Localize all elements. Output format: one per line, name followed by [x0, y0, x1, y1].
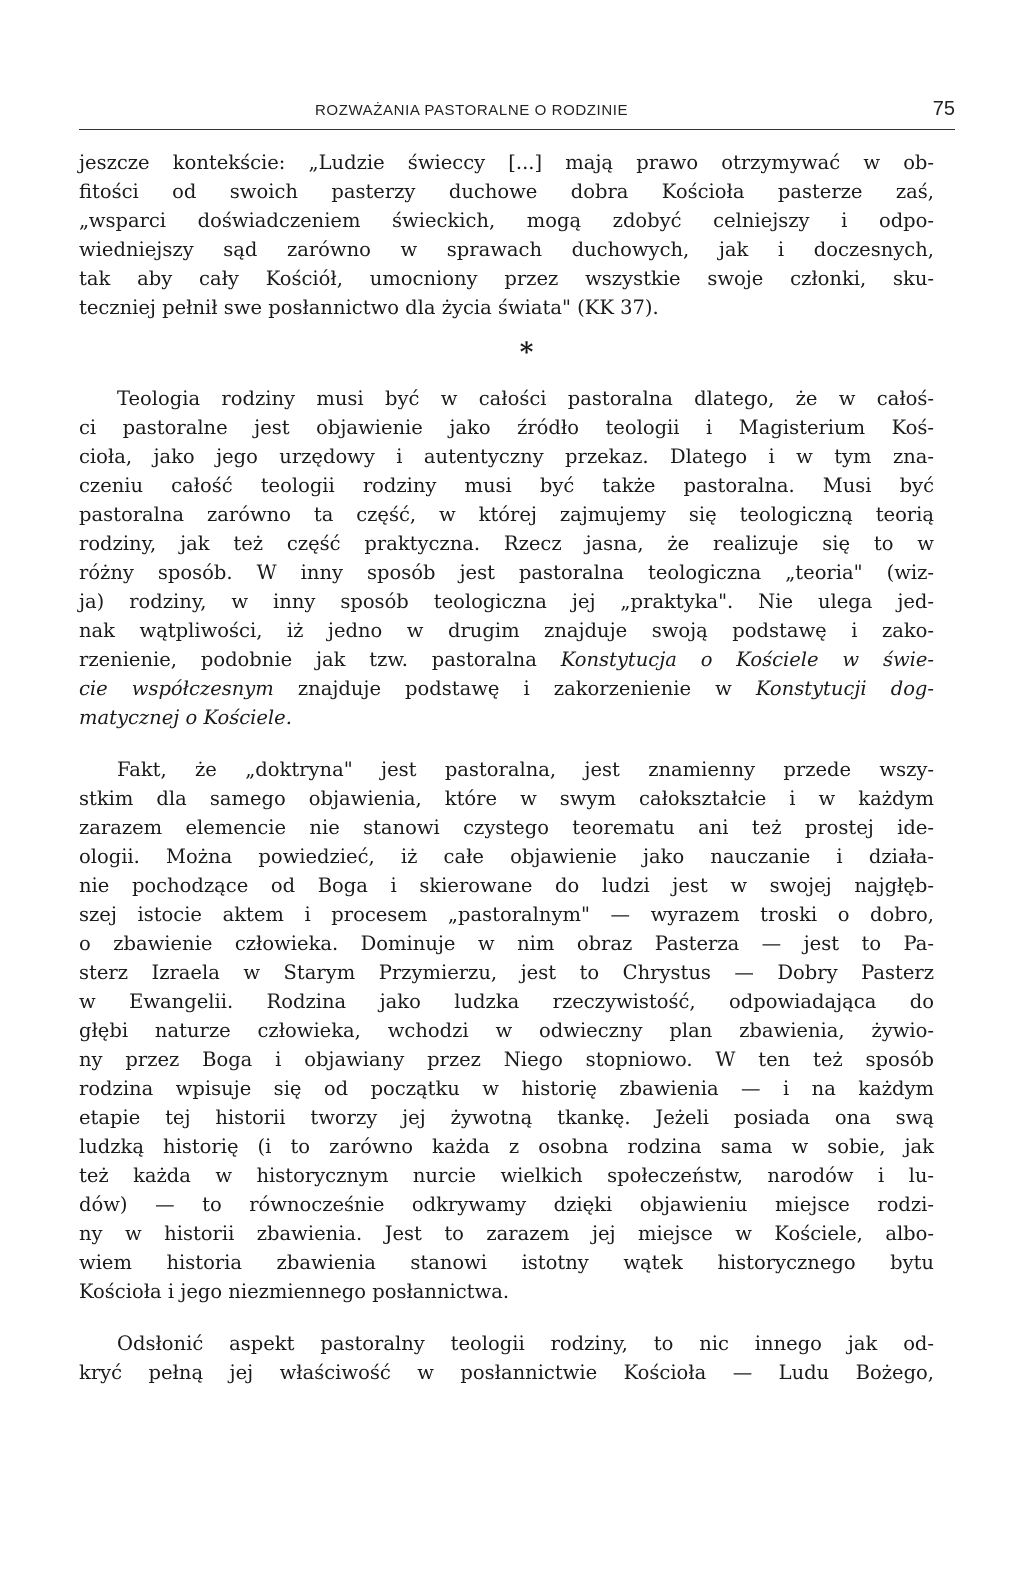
text-line: rodziny, jak też część praktyczna. Rzecz jasna, że realizuje się to w: [79, 532, 934, 555]
text-run: rzenienie, podobnie jak tzw. pastoralna: [79, 648, 561, 671]
text-line: tak aby cały Kościół, umocniony przez wszystkie swoje członki, sku-: [79, 267, 934, 290]
text-line: dów) — to równocześnie odkrywamy dzięki objawieniu miejsce rodzi-: [79, 1193, 934, 1216]
paragraph-teologia-rodziny: [79, 384, 934, 732]
text-line: fitości od swoich pasterzy duchowe dobra Kościoła pasterze zaś,: [79, 180, 934, 203]
text-line: zarazem elemencie nie stanowi czystego teorematu ani też prostej ide-: [79, 816, 934, 839]
text-line-mixed: [79, 645, 934, 674]
italic-title-run: cie współczesnym: [79, 677, 274, 700]
text-line: cioła, jako jego urzędowy i autentyczny przekaz. Dlatego i w tym zna-: [79, 445, 934, 468]
text-line: pastoralna zarówno ta część, w której zajmujemy się teologiczną teorią: [79, 503, 934, 526]
text-line: w Ewangelii. Rodzina jako ludzka rzeczywistość, odpowiadająca do: [79, 990, 934, 1013]
text-line: jeszcze kontekście: „Ludzie świeccy [...] mają prawo otrzymywać w ob-: [79, 151, 934, 174]
paragraph-fakt-doktryna: [79, 755, 934, 1306]
text-line: sterz Izraela w Starym Przymierzu, jest to Chrystus — Dobry Pasterz: [79, 961, 934, 984]
text-line: różny sposób. W inny sposób jest pastoralna teologiczna „teoria" (wiz-: [79, 561, 934, 584]
text-line: czeniu całość teologii rodziny musi być także pastoralna. Musi być: [79, 474, 934, 497]
text-line: wiem historia zbawienia stanowi istotny wątek historycznego bytu: [79, 1251, 934, 1274]
text-run: znajduje podstawę i zakorzenienie w: [273, 677, 756, 700]
paragraph-odslonic-aspekt: [79, 1329, 934, 1387]
page-header: [79, 98, 955, 124]
paragraph-quote-continuation: [79, 148, 934, 322]
text-line: etapie tej historii tworzy jej żywotną tkankę. Jeżeli posiada ona swą: [79, 1106, 934, 1129]
text-line: Kościoła i jego niezmiennego posłannictwa.: [79, 1280, 510, 1303]
running-head: ROZWAŻANIA PASTORALNE O RODZINIE: [315, 102, 629, 119]
text-line: ja) rodziny, w inny sposób teologiczna jej „praktyka". Nie ulega jed-: [79, 590, 934, 613]
text-line: Teologia rodziny musi być w całości pastoralna dlatego, że w całoś-: [117, 387, 934, 410]
text-line: teczniej pełnił swe posłannictwo dla życia świata" (KK 37).: [79, 296, 659, 319]
text-line: stkim dla samego objawienia, które w swym całokształcie i w każdym: [79, 787, 934, 810]
text-line-mixed: [79, 674, 934, 703]
text-line: też każda w historycznym nurcie wielkich społeczeństw, narodów i lu-: [79, 1164, 934, 1187]
text-line: „wsparci doświadczeniem świeckich, mogą zdobyć celniejszy i odpo-: [79, 209, 934, 232]
text-line: ny przez Boga i objawiany przez Niego stopniowo. W ten też sposób: [79, 1048, 934, 1071]
text-line: kryć pełną jej właściwość w posłannictwie Kościoła — Ludu Bożego,: [79, 1361, 934, 1384]
text-line: wiedniejszy sąd zarówno w sprawach duchowych, jak i doczesnych,: [79, 238, 934, 261]
italic-title-run: Konstytucja o Kościele w świe-: [560, 648, 935, 671]
text-line: ci pastoralne jest objawienie jako źródło teologii i Magisterium Koś-: [79, 416, 934, 439]
text-line: Fakt, że „doktryna" jest pastoralna, jest znamienny przede wszy-: [117, 758, 934, 781]
italic-title-line: matycznej o Kościele.: [79, 706, 292, 729]
text-line: ludzką historię (i to zarówno każda z osobna rodzina sama w sobie, jak: [79, 1135, 934, 1158]
text-line: o zbawienie człowieka. Dominuje w nim obraz Pasterza — jest to Pa-: [79, 932, 934, 955]
text-line: nak wątpliwości, iż jedno w drugim znajduje swoją podstawę i zako-: [79, 619, 934, 642]
body-text: [79, 148, 934, 1387]
text-line: Odsłonić aspekt pastoralny teologii rodziny, to nic innego jak od-: [117, 1332, 934, 1355]
text-line: ologii. Można powiedzieć, iż całe objawienie jako nauczanie i działa-: [79, 845, 934, 868]
text-line: ny w historii zbawienia. Jest to zarazem jej miejsce w Kościele, albo-: [79, 1222, 934, 1245]
section-divider-asterisk: *: [519, 338, 534, 368]
text-line: szej istocie aktem i procesem „pastoralnym" — wyrazem troski o dobro,: [79, 903, 934, 926]
italic-title-run: Konstytucji dog-: [755, 677, 935, 700]
header-rule: [79, 129, 955, 130]
text-line: nie pochodzące od Boga i skierowane do ludzi jest w swojej najgłęb-: [79, 874, 934, 897]
text-line: głębi naturze człowieka, wchodzi w odwieczny plan zbawienia, żywio-: [79, 1019, 934, 1042]
text-line: rodzina wpisuje się od początku w historię zbawienia — i na każdym: [79, 1077, 934, 1100]
page-number: 75: [932, 98, 955, 120]
